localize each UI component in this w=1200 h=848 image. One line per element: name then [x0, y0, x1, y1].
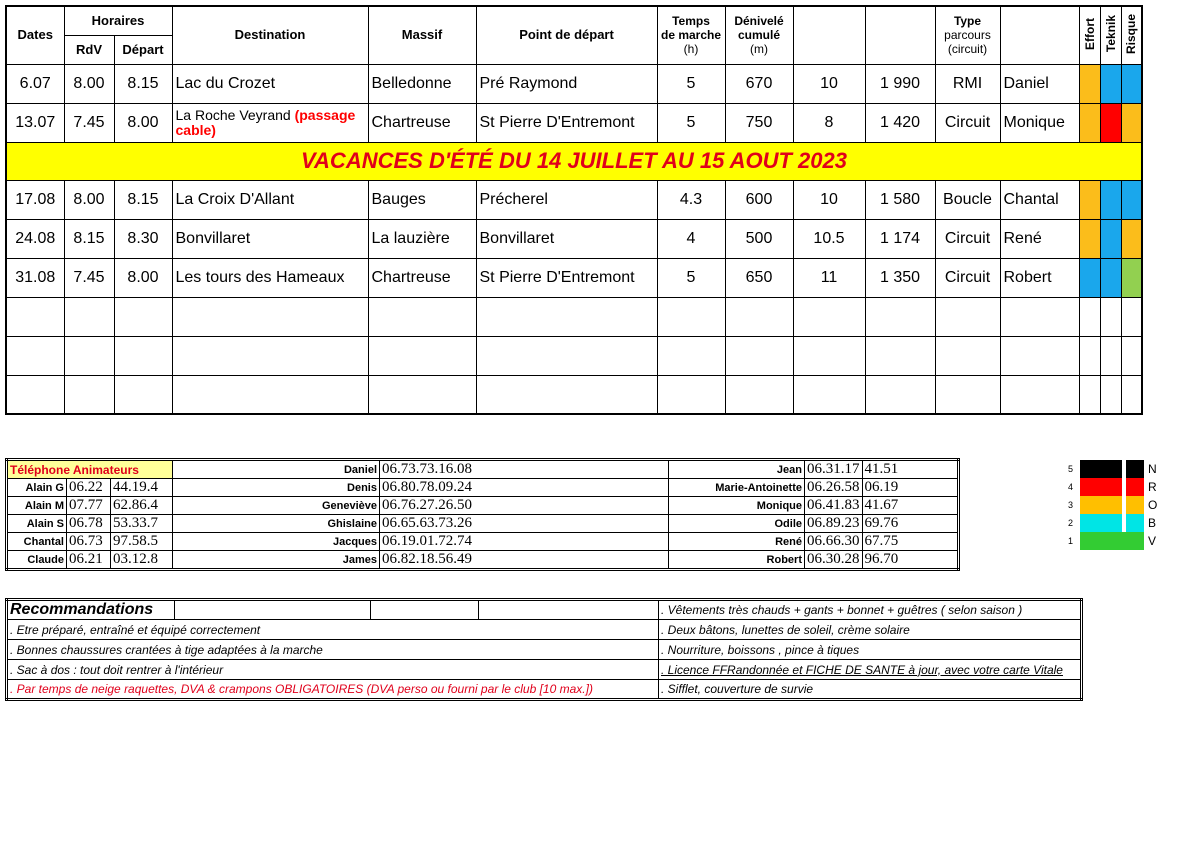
header-blank-1: [793, 6, 865, 64]
header-type-line1: Type: [953, 14, 982, 29]
difficulty-legend: [1068, 460, 1178, 550]
cell-point-depart: Bonvillaret: [476, 219, 657, 258]
cell-type: Circuit: [935, 219, 1000, 258]
cell-rdv: 8.15: [64, 219, 114, 258]
phone-number-a: 06.31.17: [805, 460, 863, 479]
phone-number-a: 06.89.23: [805, 515, 863, 533]
header-denivele: [725, 6, 793, 64]
cell-date: 13.07: [6, 103, 64, 142]
legend-letter: V: [1148, 534, 1157, 548]
recommendation-item: [659, 660, 1082, 680]
recommendations-table: [5, 598, 1083, 701]
header-effort: [1079, 6, 1100, 64]
header-type-line3: (circuit): [947, 42, 988, 57]
header-denivele-line1: Dénivelé: [734, 14, 784, 29]
recommendation-item: . Nourriture, boissons , pince à tiques: [659, 640, 1082, 660]
cell-altitude: 1 350: [865, 258, 935, 297]
legend-notch: [1122, 514, 1126, 532]
cell-risque: [1121, 180, 1142, 219]
empty-cell: [371, 600, 479, 620]
cell-denivele: 500: [725, 219, 793, 258]
phone-number-b: 69.76: [862, 515, 958, 533]
header-teknik: [1100, 6, 1121, 64]
table-row-empty: [6, 297, 1142, 336]
cell-depart: 8.30: [114, 219, 172, 258]
cell-type: RMI: [935, 64, 1000, 103]
phone-number-b: 06.19: [862, 479, 958, 497]
recommendation-item: . Vêtements très chauds + gants + bonnet + guêtres ( selon saison ): [659, 600, 1082, 620]
cell-altitude: 1 580: [865, 180, 935, 219]
legend-number: 4: [1068, 482, 1074, 492]
cell-rdv: 8.00: [64, 180, 114, 219]
cell-denivele: 600: [725, 180, 793, 219]
legend-row: [1068, 532, 1178, 550]
cell-risque: [1121, 64, 1142, 103]
destination-text: La Roche Veyrand: [175, 106, 295, 123]
legend-row: [1068, 460, 1178, 478]
legend-swatch: [1080, 496, 1144, 514]
legend-letter: O: [1148, 498, 1158, 512]
header-point-depart: Point de départ: [476, 6, 657, 64]
header-massif: Massif: [368, 6, 476, 64]
header-horaires: Horaires: [64, 6, 172, 35]
phone-number: 06.80.78.09.24: [380, 479, 669, 497]
recommendation-row: [7, 600, 1082, 620]
vacation-banner: VACANCES D'ÉTÉ DU 14 JUILLET AU 15 AOUT 2023: [6, 142, 1142, 180]
cell-date: 6.07: [6, 64, 64, 103]
cell-risque: [1121, 219, 1142, 258]
schedule-table: [5, 5, 1143, 415]
legend-notch: [1122, 496, 1126, 514]
header-blank-3: [1000, 6, 1079, 64]
recommendation-row: [7, 660, 1082, 680]
recommendation-item: . Sac à dos : tout doit rentrer à l'intérieur: [7, 660, 659, 680]
phone-row: [7, 497, 959, 515]
legend-number: 3: [1068, 500, 1074, 510]
header-temps-line1: Temps: [672, 14, 710, 29]
table-row: [6, 258, 1142, 297]
cell-animateur: René: [1000, 219, 1079, 258]
table-row: [6, 64, 1142, 103]
recommendation-item: . Sifflet, couverture de survie: [659, 680, 1082, 700]
header-teknik-label: Teknik: [1103, 15, 1118, 53]
phone-name: René: [669, 533, 805, 551]
phone-number: 06.76.27.26.50: [380, 497, 669, 515]
legend-number: 5: [1068, 464, 1074, 474]
recommendation-item: . Etre préparé, entraîné et équipé correctement: [7, 620, 659, 640]
cell-destination: La Croix D'Allant: [172, 180, 368, 219]
cell-massif: Chartreuse: [368, 103, 476, 142]
header-type: [935, 6, 1000, 64]
phone-row: [7, 533, 959, 551]
recommendation-row: [7, 620, 1082, 640]
legend-swatch: [1080, 478, 1144, 496]
table-row: [6, 219, 1142, 258]
cell-teknik: [1100, 258, 1121, 297]
phone-name: Daniel: [173, 460, 380, 479]
cell-massif: Bauges: [368, 180, 476, 219]
header-depart: Départ: [114, 35, 172, 64]
cell-point-depart: St Pierre D'Entremont: [476, 258, 657, 297]
cell-rdv: 7.45: [64, 258, 114, 297]
cell-point-depart: Précherel: [476, 180, 657, 219]
cell-destination: [172, 103, 368, 142]
cell-type: Boucle: [935, 180, 1000, 219]
phone-number-b: 44.19.4: [111, 479, 173, 497]
legend-number: 1: [1068, 536, 1074, 546]
vacation-banner-row: [6, 142, 1142, 180]
phone-name: Jacques: [173, 533, 380, 551]
phone-number: 06.19.01.72.74: [380, 533, 669, 551]
header-denivele-unit: (m): [750, 42, 768, 57]
cell-km: 10: [793, 180, 865, 219]
cell-temps: 5: [657, 258, 725, 297]
cell-denivele: 650: [725, 258, 793, 297]
phone-number-a: 07.77: [67, 497, 111, 515]
phone-name: Alain M: [7, 497, 67, 515]
table-row: [6, 103, 1142, 142]
legend-row: [1068, 514, 1178, 532]
phone-number-b: 53.33.7: [111, 515, 173, 533]
header-temps-unit: (h): [683, 42, 699, 57]
phone-name: Claude: [7, 551, 67, 570]
cell-risque: [1121, 103, 1142, 142]
cell-type: Circuit: [935, 258, 1000, 297]
header-temps: [657, 6, 725, 64]
cell-km: 10.5: [793, 219, 865, 258]
phone-name: Ghislaine: [173, 515, 380, 533]
cell-massif: La lauzière: [368, 219, 476, 258]
phone-row: [7, 515, 959, 533]
cell-temps: 5: [657, 64, 725, 103]
legend-row: [1068, 478, 1178, 496]
cell-denivele: 750: [725, 103, 793, 142]
phone-row: [7, 460, 959, 479]
cell-teknik: [1100, 64, 1121, 103]
header-rdv: RdV: [64, 35, 114, 64]
cell-km: 8: [793, 103, 865, 142]
phone-number-a: 06.26.58: [805, 479, 863, 497]
phone-number-a: 06.21: [67, 551, 111, 570]
header-risque-label: Risque: [1124, 13, 1139, 54]
cell-rdv: 8.00: [64, 64, 114, 103]
table-row-empty: [6, 375, 1142, 414]
destination-note: (passage cable): [175, 106, 356, 138]
cell-point-depart: St Pierre D'Entremont: [476, 103, 657, 142]
phone-row: [7, 479, 959, 497]
cell-massif: Chartreuse: [368, 258, 476, 297]
recommendation-row: [7, 680, 1082, 700]
cell-denivele: 670: [725, 64, 793, 103]
recommendation-item: . Deux bâtons, lunettes de soleil, crème solaire: [659, 620, 1082, 640]
cell-effort: [1079, 64, 1100, 103]
recommendation-item: . Par temps de neige raquettes, DVA & crampons OBLIGATOIRES (DVA perso ou fourni par le club [10 max.]): [7, 680, 659, 700]
phone-number-a: 06.41.83: [805, 497, 863, 515]
header-dates: Dates: [6, 6, 64, 64]
cell-destination: Lac du Crozet: [172, 64, 368, 103]
phone-number-b: 41.51: [862, 460, 958, 479]
recommendation-item-text: . Licence FFRandonnée et FICHE DE SANTE à jour, avec votre carte Vitale: [661, 662, 1063, 677]
legend-letter: B: [1148, 516, 1157, 530]
cell-altitude: 1 990: [865, 64, 935, 103]
cell-type: Circuit: [935, 103, 1000, 142]
cell-animateur: Monique: [1000, 103, 1079, 142]
phone-number-a: 06.66.30: [805, 533, 863, 551]
cell-point-depart: Pré Raymond: [476, 64, 657, 103]
phone-name: Marie-Antoinette: [669, 479, 805, 497]
phone-name: Alain S: [7, 515, 67, 533]
phone-number-b: 96.70: [862, 551, 958, 570]
cell-depart: 8.00: [114, 103, 172, 142]
cell-depart: 8.00: [114, 258, 172, 297]
cell-temps: 5: [657, 103, 725, 142]
cell-animateur: Chantal: [1000, 180, 1079, 219]
table-row-empty: [6, 336, 1142, 375]
phone-number-b: 03.12.8: [111, 551, 173, 570]
phone-number-b: 41.67: [862, 497, 958, 515]
phone-title: Téléphone Animateurs: [7, 460, 173, 479]
cell-altitude: 1 420: [865, 103, 935, 142]
cell-km: 11: [793, 258, 865, 297]
phone-name: Jean: [669, 460, 805, 479]
phone-name: Denis: [173, 479, 380, 497]
cell-teknik: [1100, 103, 1121, 142]
recommendation-item: . Bonnes chaussures crantées à tige adaptées à la marche: [7, 640, 659, 660]
phone-name: Geneviève: [173, 497, 380, 515]
table-row: [6, 180, 1142, 219]
empty-cell: [479, 600, 659, 620]
cell-effort: [1079, 258, 1100, 297]
phone-number: 06.65.63.73.26: [380, 515, 669, 533]
header-destination: Destination: [172, 6, 368, 64]
recommendation-row: [7, 640, 1082, 660]
cell-temps: 4.3: [657, 180, 725, 219]
header-type-line2: parcours: [944, 28, 991, 43]
header-risque: [1121, 6, 1142, 64]
cell-teknik: [1100, 180, 1121, 219]
cell-massif: Belledonne: [368, 64, 476, 103]
header-temps-line2: de marche: [660, 28, 722, 43]
legend-number: 2: [1068, 518, 1074, 528]
phone-number-a: 06.78: [67, 515, 111, 533]
phone-number-b: 67.75: [862, 533, 958, 551]
legend-letter: N: [1148, 462, 1157, 476]
cell-altitude: 1 174: [865, 219, 935, 258]
recommendations-title: Recommandations: [7, 600, 175, 620]
phone-name: Monique: [669, 497, 805, 515]
cell-effort: [1079, 103, 1100, 142]
cell-animateur: Daniel: [1000, 64, 1079, 103]
header-denivele-line2: cumulé: [737, 28, 780, 43]
cell-destination: Bonvillaret: [172, 219, 368, 258]
phone-name: Odile: [669, 515, 805, 533]
phone-number-a: 06.30.28: [805, 551, 863, 570]
empty-cell: [175, 600, 371, 620]
cell-km: 10: [793, 64, 865, 103]
cell-date: 24.08: [6, 219, 64, 258]
cell-depart: 8.15: [114, 64, 172, 103]
cell-effort: [1079, 180, 1100, 219]
cell-animateur: Robert: [1000, 258, 1079, 297]
cell-destination: Les tours des Hameaux: [172, 258, 368, 297]
cell-depart: 8.15: [114, 180, 172, 219]
legend-letter: R: [1148, 480, 1157, 494]
phone-number-a: 06.22: [67, 479, 111, 497]
phone-name: Alain G: [7, 479, 67, 497]
phone-name: Chantal: [7, 533, 67, 551]
cell-date: 31.08: [6, 258, 64, 297]
legend-row: [1068, 496, 1178, 514]
phone-number: 06.82.18.56.49: [380, 551, 669, 570]
legend-notch: [1122, 478, 1126, 496]
phone-name: James: [173, 551, 380, 570]
header-blank-2: [865, 6, 935, 64]
phone-number-b: 97.58.5: [111, 533, 173, 551]
header-effort-label: Effort: [1082, 17, 1097, 50]
cell-teknik: [1100, 219, 1121, 258]
phone-name: Robert: [669, 551, 805, 570]
legend-notch: [1122, 460, 1126, 478]
cell-date: 17.08: [6, 180, 64, 219]
cell-effort: [1079, 219, 1100, 258]
legend-swatch: [1080, 532, 1144, 550]
phone-number-a: 06.73: [67, 533, 111, 551]
cell-rdv: 7.45: [64, 103, 114, 142]
phone-number-b: 62.86.4: [111, 497, 173, 515]
legend-swatch: [1080, 460, 1144, 478]
phone-row: [7, 551, 959, 570]
phone-number: 06.73.73.16.08: [380, 460, 669, 479]
phone-table: [5, 458, 960, 571]
cell-risque: [1121, 258, 1142, 297]
cell-temps: 4: [657, 219, 725, 258]
legend-swatch: [1080, 514, 1144, 532]
